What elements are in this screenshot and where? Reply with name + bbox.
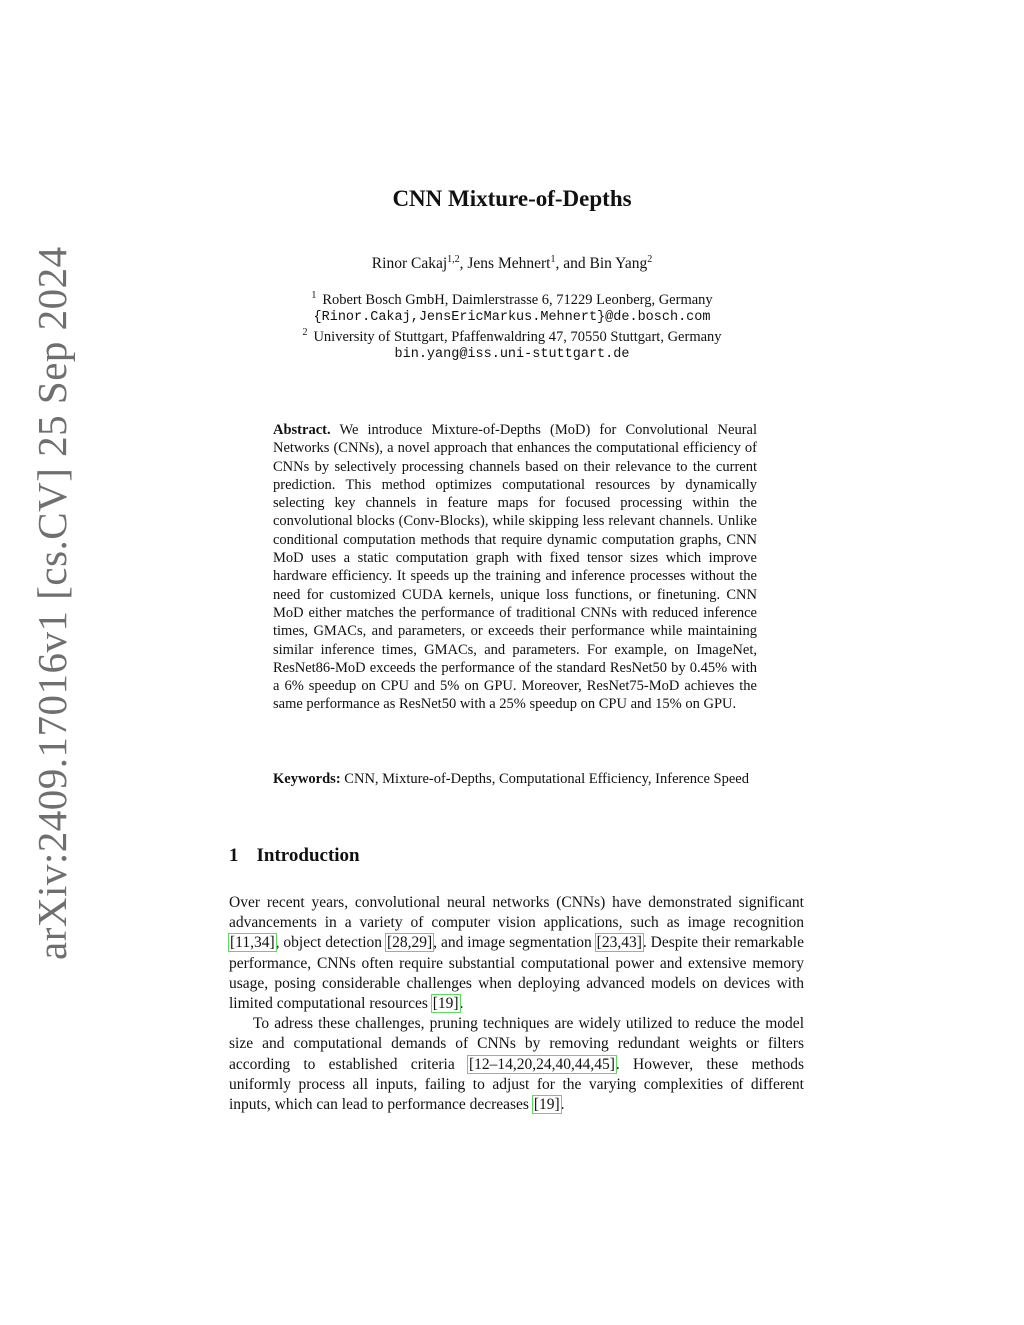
- paragraph-text: , object detection: [275, 934, 386, 952]
- abstract: [273, 421, 757, 714]
- paragraph-text: . However, these methods uniformly process all inputs, failing to adjust for the varying complexities of different inputs, which can lead to performance decreases: [229, 1055, 804, 1114]
- author-name: Bin Yang: [589, 255, 648, 272]
- arxiv-identifier-stamp: arXiv:2409.17016v1 [cs.CV] 25 Sep 2024: [29, 246, 75, 960]
- affiliation-1-email: {Rinor.Cakaj,JensEricMarkus.Mehnert}@de.bosch.com: [313, 310, 711, 325]
- section-title: Introduction: [256, 845, 360, 866]
- section-heading: [229, 845, 360, 867]
- abstract-label: Abstract.: [273, 422, 331, 438]
- author-affiliation-mark: 1: [550, 253, 556, 265]
- affiliation-1: [0, 290, 1024, 309]
- author-separator: , and: [555, 255, 590, 272]
- paper-title: CNN Mixture-of-Depths: [392, 186, 632, 211]
- author-affiliation-mark: 2: [647, 253, 653, 265]
- affiliation-text: Robert Bosch GmbH, Daimlerstrasse 6, 71229 Leonberg, Germany: [322, 291, 713, 308]
- citation-link[interactable]: [11,34]: [230, 934, 275, 952]
- paragraph-text: .: [560, 1096, 565, 1114]
- author-name: Jens Mehnert: [467, 255, 551, 272]
- paragraph-text: . Despite their remarkable performance, CNNs often require substantial computational power and extensive memory usage, posing considerable challenges when deploying advanced models on devices with limited computational resources: [229, 934, 804, 1013]
- section-body: [229, 893, 804, 1115]
- keywords: [273, 770, 757, 788]
- abstract-text: We introduce Mixture-of-Depths (MoD) for Convolutional Neural Networks (CNNs), a novel approach that enhances the computational efficiency of CNNs by selectively processing channels based on their relevance to the current prediction. This method optimizes computational resources by dynamically selecting key channels in feature maps for focused processing within the convolutional blocks (Conv-Blocks), while skipping less relevant channels. Unlike conditional computation methods that require dynamic computation graphs, CNN MoD uses a static computation graph with fixed tensor sizes which improve hardware efficiency. It speeds up the training and inference processes without the need for customized CUDA kernels, unique loss functions, or finetuning. CNN MoD either matches the performance of traditional CNNs with reduced inference times, GMACs, and parameters, or exceeds their performance while maintaining similar inference times, GMACs, and parameters. For example, on ImageNet, ResNet86-MoD exceeds the performance of the standard ResNet50 by 0.45% with a 6% speedup on CPU and 5% on GPU. Moreover, ResNet75-MoD achieves the same performance as ResNet50 with a 25% speedup on CPU and 15% on GPU.: [273, 422, 757, 713]
- paragraph: [229, 1014, 804, 1115]
- citation-link[interactable]: [28,29]: [386, 934, 433, 952]
- affiliation-text: University of Stuttgart, Pfaffenwaldring 47, 70550 Stuttgart, Germany: [313, 328, 722, 345]
- paragraph-text: , and image segmentation: [433, 934, 596, 952]
- author-separator: ,: [459, 255, 468, 272]
- citation-link[interactable]: [12–14,20,24,40,44,45]: [468, 1055, 615, 1073]
- author-affiliation-mark: 1,2: [447, 253, 460, 265]
- section-number: 1: [229, 845, 239, 866]
- keywords-text: CNN, Mixture-of-Depths, Computational Efficiency, Inference Speed: [344, 771, 749, 787]
- citation-link[interactable]: [23,43]: [596, 934, 642, 952]
- author-name: Rinor Cakaj: [371, 255, 448, 272]
- paragraph-text: Over recent years, convolutional neural networks (CNNs) have demonstrated significant advancements in a variety of computer vision applications, such as image recognition: [229, 894, 804, 932]
- citation-link[interactable]: [19]: [432, 995, 459, 1013]
- paragraph-text: .: [459, 995, 464, 1013]
- keywords-label: Keywords:: [273, 771, 341, 787]
- affiliation-2-email: bin.yang@iss.uni-stuttgart.de: [394, 347, 630, 362]
- paragraph: [229, 893, 804, 1014]
- affiliation-2: [0, 327, 1024, 346]
- affiliation-mark: 1: [311, 290, 317, 301]
- author-list: [0, 255, 1024, 273]
- paragraph-text: To adress these challenges, pruning techniques are widely utilized to reduce the model size and computational demands of CNNs by removing redundant weights or filters according to established criteria: [229, 1015, 804, 1073]
- affiliation-mark: 2: [302, 327, 308, 338]
- citation-link[interactable]: [19]: [533, 1096, 560, 1114]
